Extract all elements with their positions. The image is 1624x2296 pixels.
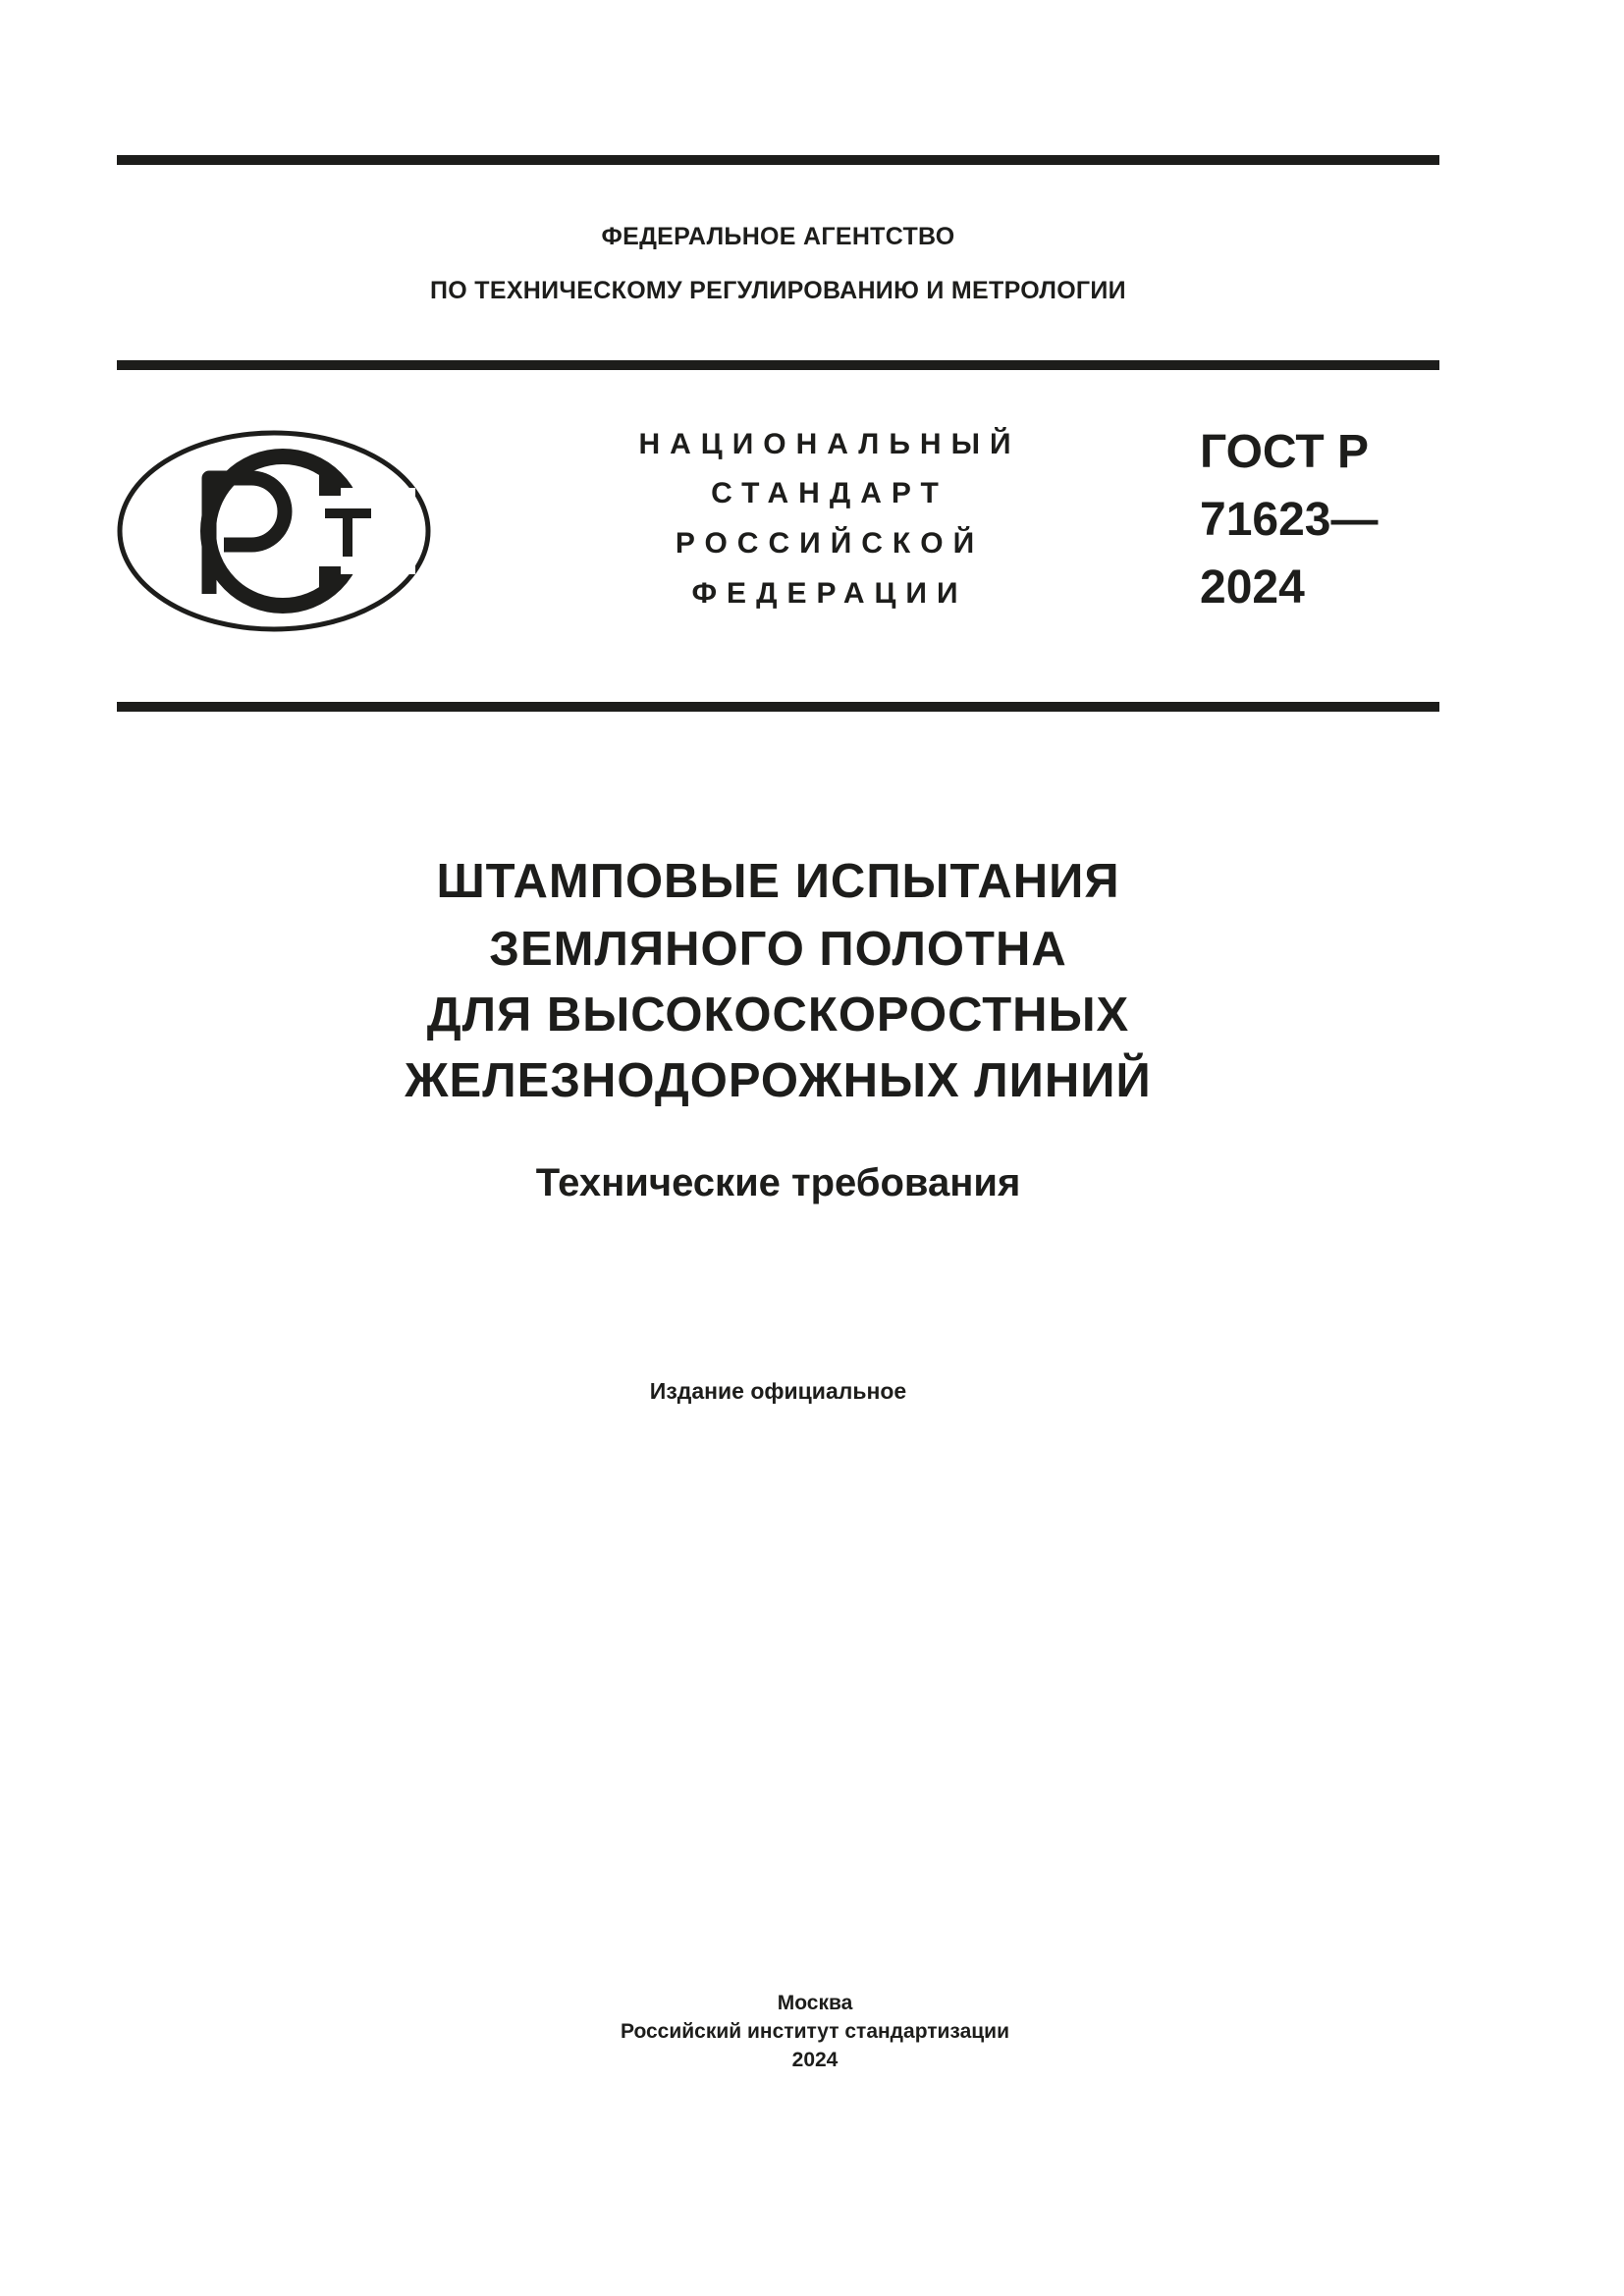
- document-title-line-4: ЖЕЛЕЗНОДОРОЖНЫХ ЛИНИЙ: [405, 1054, 1152, 1107]
- agency-name-line-1: ФЕДЕРАЛЬНОЕ АГЕНТСТВО: [601, 223, 955, 250]
- imprint-city: Москва: [777, 1992, 853, 2014]
- document-title-line-2: ЗЕМЛЯНОГО ПОЛОТНА: [489, 923, 1067, 976]
- logo-c-gap: [327, 488, 415, 574]
- logo-c-end-top: [319, 472, 341, 496]
- edition-note: Издание официальное: [649, 1378, 907, 1404]
- rst-certification-mark-icon: [116, 429, 432, 633]
- top-divider: [117, 155, 1439, 165]
- document-title-line-3: ДЛЯ ВЫСОКОСКОРОСТНЫХ: [426, 988, 1130, 1041]
- designation-line-3: 2024: [1200, 561, 1305, 614]
- header-divider: [117, 360, 1439, 370]
- document-subtitle: Технические требования: [535, 1161, 1021, 1204]
- imprint-publisher: Российский институт стандартизации: [620, 2020, 1010, 2043]
- designation-line-1: ГОСТ Р: [1200, 426, 1370, 478]
- standard-type-line-2: СТАНДАРТ: [711, 477, 948, 509]
- logo-c-end-bottom: [319, 566, 341, 590]
- standard-type-line-4: ФЕДЕРАЦИИ: [691, 577, 968, 610]
- designation-line-2: 71623—: [1200, 494, 1379, 546]
- agency-name-line-2: ПО ТЕХНИЧЕСКОМУ РЕГУЛИРОВАНИЮ И МЕТРОЛОГИИ: [430, 277, 1126, 304]
- title-divider: [117, 702, 1439, 712]
- imprint-year: 2024: [791, 2049, 839, 2071]
- document-title-line-1: ШТАМПОВЫЕ ИСПЫТАНИЯ: [436, 855, 1120, 908]
- standard-type-line-3: РОССИЙСКОЙ: [675, 527, 985, 560]
- standard-type-line-1: НАЦИОНАЛЬНЫЙ: [638, 428, 1021, 460]
